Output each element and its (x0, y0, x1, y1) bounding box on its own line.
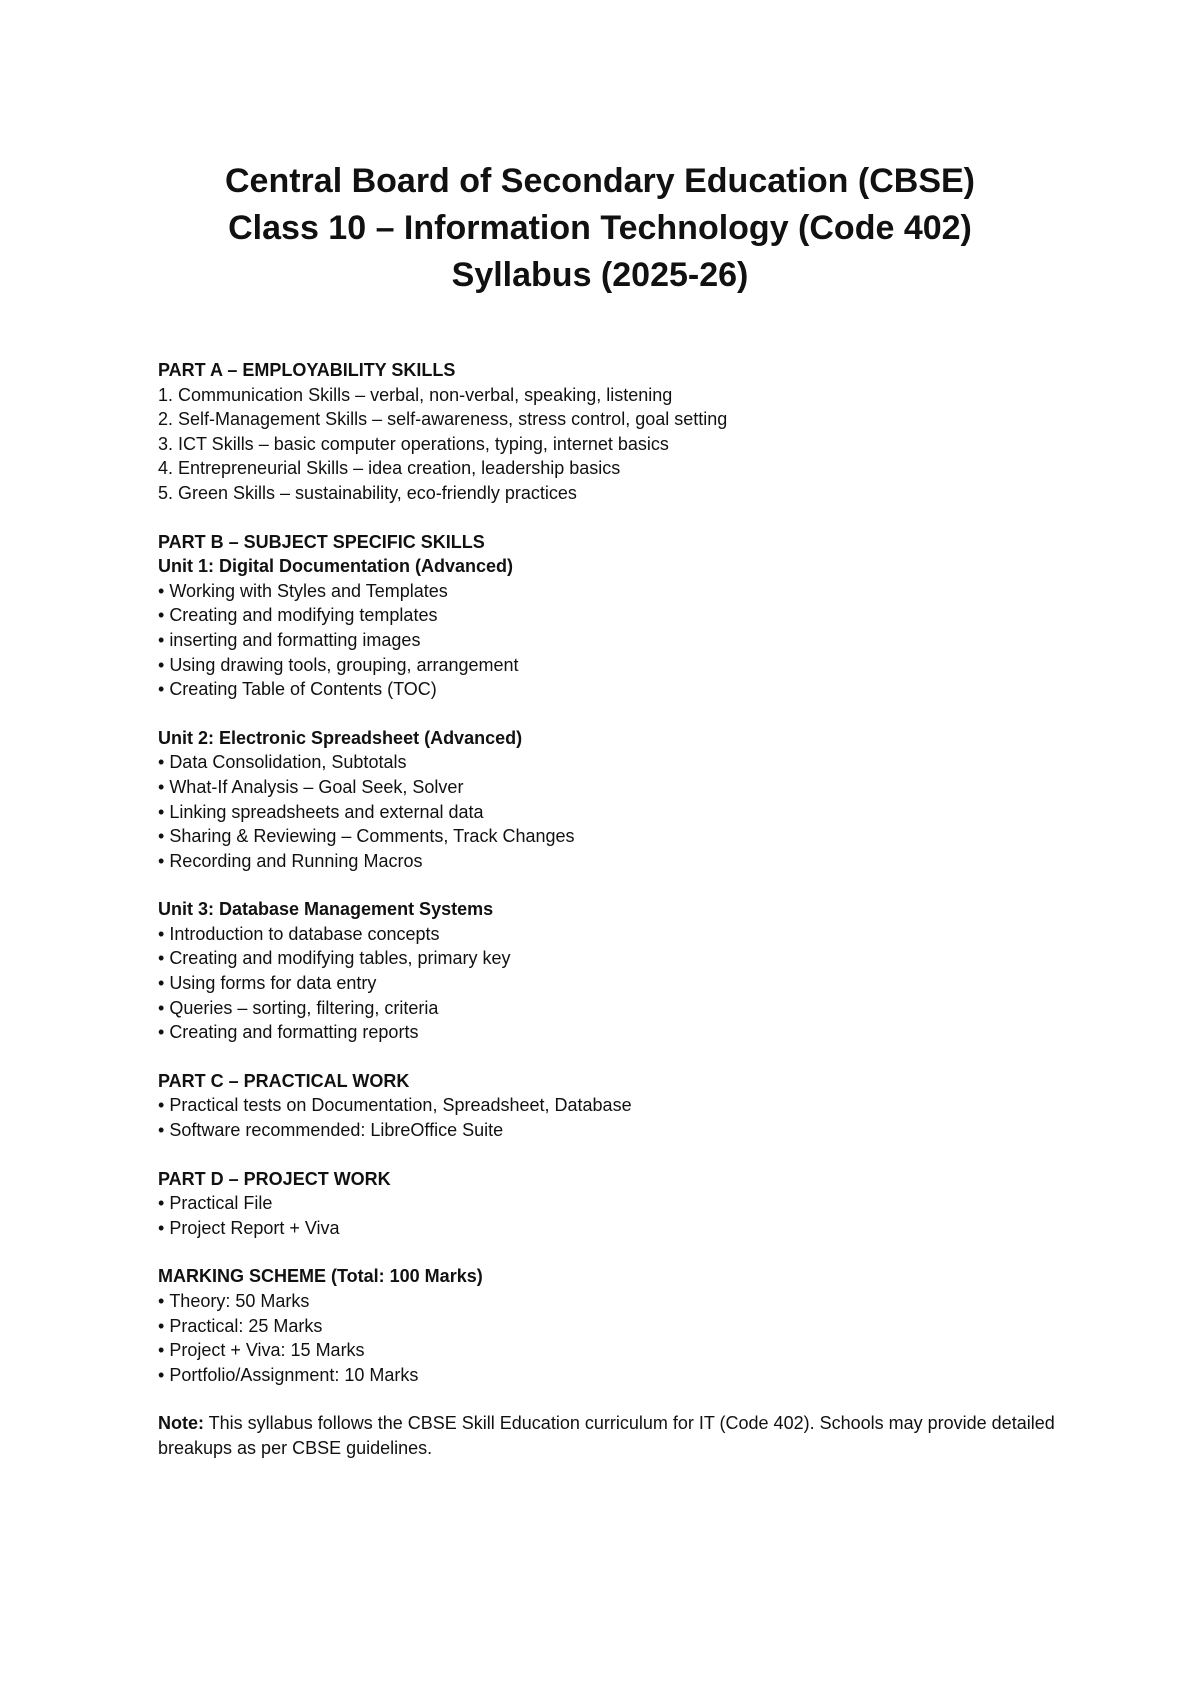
unit-heading: Unit 3: Database Management Systems (158, 899, 494, 920)
bullet-item: • Using forms for data entry (158, 971, 1058, 996)
bullet-item: • Queries – sorting, filtering, criteria (158, 996, 1058, 1021)
bullet-item: • Data Consolidation, Subtotals (158, 750, 1058, 775)
bullet-item: • Software recommended: LibreOffice Suite (158, 1118, 1058, 1143)
section-part-a (158, 358, 1058, 506)
section-heading: PART D – PROJECT WORK (158, 1168, 391, 1189)
list-item: 3. ICT Skills – basic computer operations, typing, internet basics (158, 433, 669, 454)
unit-heading: Unit 2: Electronic Spreadsheet (Advanced) (158, 727, 523, 748)
section-marking-scheme (158, 1264, 1058, 1387)
section-heading: PART A – EMPLOYABILITY SKILLS (158, 360, 456, 380)
list-item: 4. Entrepreneurial Skills – idea creation, leadership basics (158, 458, 621, 479)
bullet-item: • Portfolio/Assignment: 10 Marks (158, 1363, 1058, 1388)
bullet-item: • Using drawing tools, grouping, arrangement (158, 653, 1058, 678)
section-part-b-unit-3 (158, 897, 1058, 1045)
document-content (158, 358, 1058, 1485)
section-heading: MARKING SCHEME (Total: 100 Marks) (158, 1266, 483, 1287)
bullet-item: • Creating and modifying templates (158, 603, 1058, 628)
title-line-class: Class 10 – Information Technology (Code 402) (228, 209, 972, 247)
bullet-item: • What-If Analysis – Goal Seek, Solver (158, 775, 1058, 800)
bullet-item: • Introduction to database concepts (158, 922, 1058, 947)
bullet-item: • Creating and formatting reports (158, 1020, 1058, 1045)
bullet-item: • Practical: 25 Marks (158, 1314, 1058, 1339)
section-heading: PART B – SUBJECT SPECIFIC SKILLS (158, 531, 485, 552)
title-line-board: Central Board of Secondary Education (CBSE) (225, 162, 975, 200)
bullet-item: • Creating Table of Contents (TOC) (158, 677, 1058, 702)
list-item: 5. Green Skills – sustainability, eco-friendly practices (158, 482, 577, 503)
bullet-item: • Practical File (158, 1191, 1058, 1216)
bullet-item: • Project Report + Viva (158, 1216, 1058, 1241)
unit-heading: Unit 1: Digital Documentation (Advanced) (158, 556, 514, 577)
section-part-b-unit-1 (158, 530, 1058, 702)
note-text: This syllabus follows the CBSE Skill Education curriculum for IT (Code 402). Schools may provide detailed breakups as per CBSE guidelines. (158, 1413, 1055, 1459)
bullet-item: • Linking spreadsheets and external data (158, 800, 1058, 825)
note-label: Note: (158, 1413, 204, 1434)
bullet-item: • Recording and Running Macros (158, 849, 1058, 874)
document-title (0, 158, 1200, 299)
bullet-item: • Sharing & Reviewing – Comments, Track Changes (158, 824, 1058, 849)
list-item: 1. Communication Skills – verbal, non-verbal, speaking, listening (158, 384, 673, 405)
section-part-d (158, 1167, 1058, 1241)
bullet-item: • Creating and modifying tables, primary key (158, 946, 1058, 971)
bullet-item: • Working with Styles and Templates (158, 579, 1058, 604)
section-heading: PART C – PRACTICAL WORK (158, 1070, 410, 1091)
section-part-c (158, 1069, 1058, 1143)
title-line-syllabus: Syllabus (2025-26) (451, 256, 749, 294)
bullet-item: • inserting and formatting images (158, 628, 1058, 653)
bullet-item: • Practical tests on Documentation, Spreadsheet, Database (158, 1093, 1058, 1118)
bullet-item: • Theory: 50 Marks (158, 1289, 1058, 1314)
list-item: 2. Self-Management Skills – self-awareness, stress control, goal setting (158, 409, 728, 430)
section-part-b-unit-2 (158, 726, 1058, 874)
note-paragraph (158, 1411, 1058, 1461)
bullet-item: • Project + Viva: 15 Marks (158, 1338, 1058, 1363)
